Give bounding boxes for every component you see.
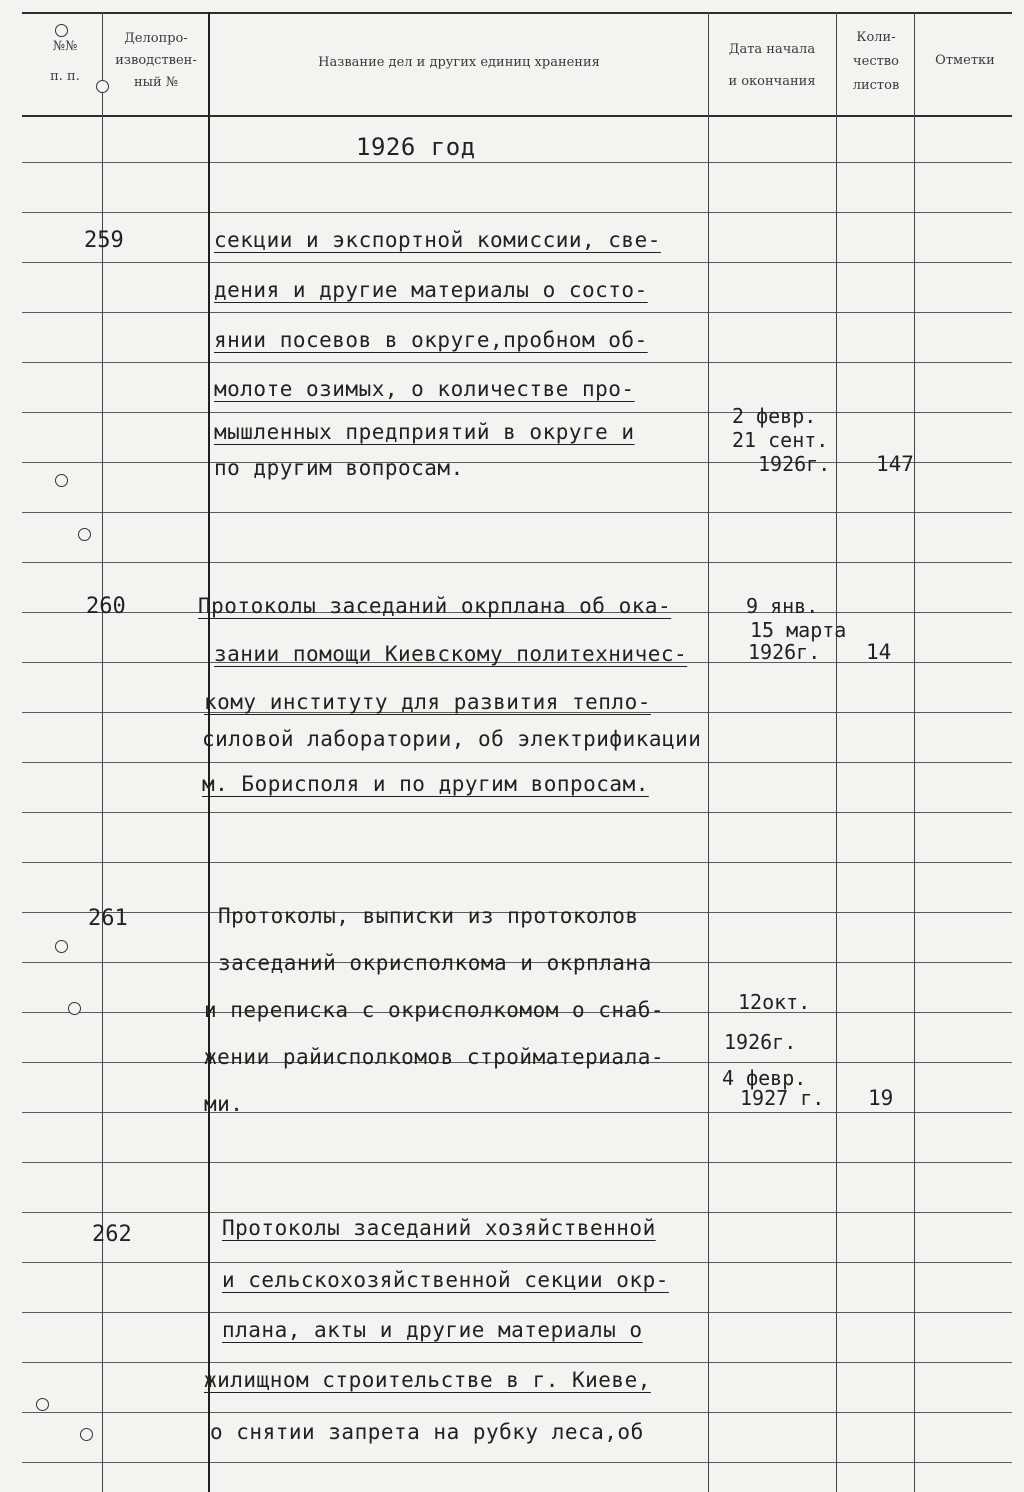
record-line: жении райисполкомов стройматериала- <box>204 1045 665 1069</box>
punch-hole <box>68 1002 81 1015</box>
record-line: и переписка с окрисполкомом о снаб- <box>204 998 665 1022</box>
header-number: №№ п. п. <box>50 39 80 84</box>
year-heading: 1926 год <box>356 133 476 161</box>
record-line: янии посевов в округе,пробном об- <box>214 328 648 352</box>
header-dates: Дата начала и окончания <box>728 42 816 89</box>
header-sheets: Коли- чество листов <box>852 30 900 93</box>
punch-hole <box>55 474 68 487</box>
record-line: зании помощи Киевскому политехничес- <box>214 642 688 666</box>
record-date: 1927 г. <box>740 1086 825 1110</box>
record-line: заседаний окрисполкома и окрплана <box>218 951 652 975</box>
record-line: жилищном строительстве в г. Киеве, <box>204 1368 651 1392</box>
record-line: секции и экспортной комиссии, све- <box>214 228 661 252</box>
record-date: 4 февр. <box>722 1066 807 1090</box>
record-date: 2 февр. <box>732 404 817 428</box>
record-sheets: 147 <box>876 452 914 476</box>
punch-hole <box>80 1428 93 1441</box>
record-line: о снятии запрета на рубку леса,об <box>210 1420 644 1444</box>
header-title: Название дел и других единиц хранения <box>318 55 600 70</box>
record-line: по другим вопросам. <box>214 456 464 480</box>
record-number: 261 <box>88 906 128 931</box>
record-number: 262 <box>92 1222 132 1247</box>
punch-hole <box>55 940 68 953</box>
record-line: м. Борисполя и по другим вопросам. <box>202 772 649 796</box>
record-number: 260 <box>86 594 126 619</box>
record-line: Протоколы заседаний хозяйственной <box>222 1216 656 1240</box>
record-line: молоте озимых, о количестве про- <box>214 377 635 401</box>
record-date: 21 сент. <box>732 428 829 452</box>
record-line: силовой лаборатории, об электрификации <box>202 727 702 751</box>
record-date: 9 янв. <box>746 594 819 618</box>
record-date: 1926г. <box>724 1030 797 1054</box>
record-date: 15 марта <box>750 618 847 642</box>
header-notes: Отметки <box>935 53 995 68</box>
header-office-number: Делопро- изводствен- ный № <box>115 31 197 90</box>
record-sheets: 14 <box>866 640 892 664</box>
record-sheets: 19 <box>868 1086 894 1110</box>
record-date: 1926г. <box>758 452 831 476</box>
record-line: кому институту для развития тепло- <box>204 690 651 714</box>
record-line: дения и другие материалы о состо- <box>214 278 648 302</box>
record-line: Протоколы заседаний окрплана об ока- <box>198 594 672 618</box>
record-number: 259 <box>84 228 124 253</box>
record-date: 12окт. <box>738 990 811 1014</box>
record-line: Протоколы, выписки из протоколов <box>218 904 639 928</box>
punch-hole <box>78 528 91 541</box>
record-line: плана, акты и другие материалы о <box>222 1318 643 1342</box>
record-line: ми. <box>204 1092 244 1116</box>
punch-hole <box>36 1398 49 1411</box>
record-line: мышленных предприятий в округе и <box>214 420 635 444</box>
record-date: 1926г. <box>748 640 821 664</box>
record-line: и сельскохозяйственной секции окр- <box>222 1268 669 1292</box>
